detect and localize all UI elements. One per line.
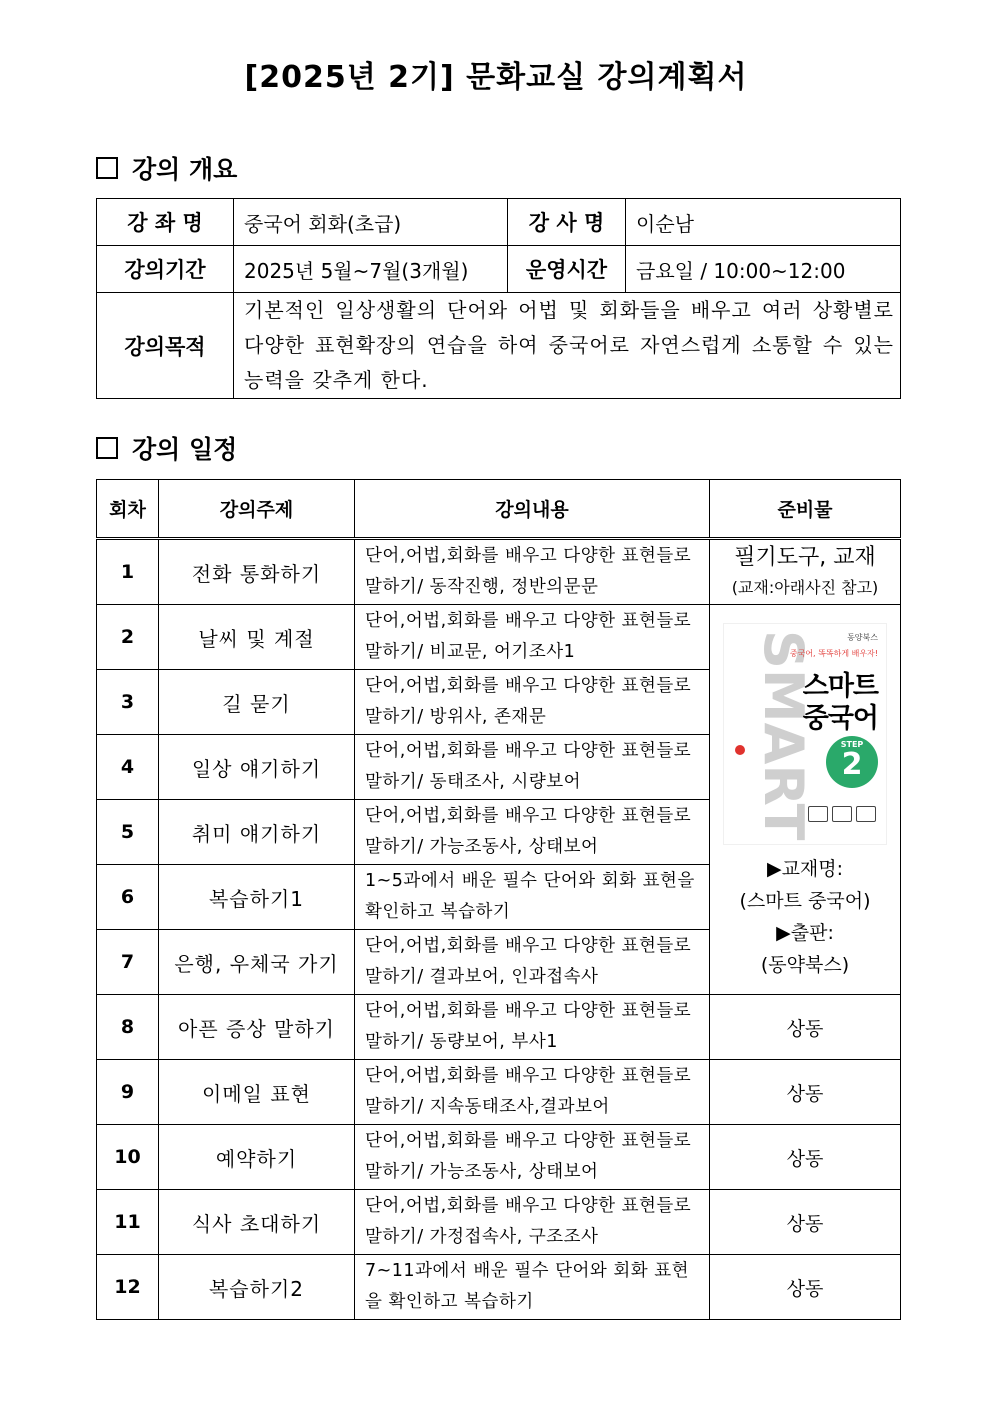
row-content: 단어,어법,회화를 배우고 다양한 표현들로 말하기/ 가능조동사, 상태보어 [355, 800, 710, 865]
row-number: 7 [97, 930, 159, 995]
row-topic: 일상 얘기하기 [159, 735, 355, 800]
book-feature-icon [808, 806, 828, 822]
row-content: 단어,어법,회화를 배우고 다양한 표현들로 말하기/ 가능조동사, 상태보어 [355, 1125, 710, 1190]
row-content: 7~11과에서 배운 필수 단어와 회화 표현을 확인하고 복습하기 [355, 1255, 710, 1320]
book-feature-icon [832, 806, 852, 822]
instructor-label: 강 사 명 [508, 199, 626, 246]
svg-text:SMART: SMART [752, 630, 815, 841]
row-prep: 상동 [710, 1125, 901, 1190]
row-content: 단어,어법,회화를 배우고 다양한 표현들로 말하기/ 동태조사, 시량보어 [355, 735, 710, 800]
row-number: 1 [97, 539, 159, 605]
row-number: 10 [97, 1125, 159, 1190]
book-icons [808, 806, 880, 826]
table-row [97, 1060, 901, 1125]
book-name-label: ▶교재명: [766, 858, 844, 880]
row-number: 9 [97, 1060, 159, 1125]
row-content: 단어,어법,회화를 배우고 다양한 표현들로 말하기/ 지속동태조사,결과보어 [355, 1060, 710, 1125]
instructor-value: 이순남 [626, 199, 901, 246]
goal-label: 강의목적 [97, 293, 234, 399]
row-topic: 이메일 표현 [159, 1060, 355, 1125]
row-number: 11 [97, 1190, 159, 1255]
row-topic: 전화 통화하기 [159, 539, 355, 605]
prep-sub: (교재:아래사진 참고) [731, 578, 879, 597]
step-label: STEP [840, 740, 864, 749]
course-label: 강 좌 명 [97, 199, 234, 246]
prep-main: 필기도구, 교재 [734, 545, 876, 570]
row-content: 1~5과에서 배운 필수 단어와 회화 표현을 확인하고 복습하기 [355, 865, 710, 930]
textbook-cover-image [723, 623, 887, 845]
section-title: 강의 개요 [132, 155, 238, 184]
book-step-badge [826, 736, 878, 788]
schedule-table [96, 479, 901, 1320]
publisher-label: ▶출판: [776, 922, 834, 944]
row-prep: 상동 [710, 995, 901, 1060]
row-topic: 복습하기1 [159, 865, 355, 930]
table-row [97, 1255, 901, 1320]
row-number: 3 [97, 670, 159, 735]
row-content: 단어,어법,회화를 배우고 다양한 표현들로 말하기/ 방위사, 존재문 [355, 670, 710, 735]
header-topic: 강의주제 [159, 480, 355, 539]
row-content: 단어,어법,회화를 배우고 다양한 표현들로 말하기/ 동량보어, 부사1 [355, 995, 710, 1060]
row-topic: 취미 얘기하기 [159, 800, 355, 865]
course-value: 중국어 회화(초급) [234, 199, 508, 246]
section-heading-overview [96, 150, 237, 186]
table-row [97, 1125, 901, 1190]
book-publisher: 동양북스 [847, 633, 878, 642]
overview-table [96, 198, 901, 399]
row-content: 단어,어법,회화를 배우고 다양한 표현들로 말하기/ 가정접속사, 구조조사 [355, 1190, 710, 1255]
book-title-line2: 중국어 [802, 703, 878, 734]
header-round: 회차 [97, 480, 159, 539]
book-title-line1: 스마트 [802, 671, 878, 702]
table-row [97, 995, 901, 1060]
row-content: 단어,어법,회화를 배우고 다양한 표현들로 말하기/ 비교문, 어기조사1 [355, 605, 710, 670]
row-content: 단어,어법,회화를 배우고 다양한 표현들로 말하기/ 결과보어, 인과접속사 [355, 930, 710, 995]
row-number: 2 [97, 605, 159, 670]
goal-value: 기본적인 일상생활의 단어와 어법 및 회화들을 배우고 여러 상황별로 다양한 표현확장의 연습을 하여 중국어로 자연스럽게 소통할 수 있는 능력을 갖추게 한다. [234, 293, 901, 399]
section-title: 강의 일정 [132, 435, 238, 464]
textbook-info [710, 853, 900, 981]
row-topic: 복습하기2 [159, 1255, 355, 1320]
row-number: 5 [97, 800, 159, 865]
header-content: 강의내용 [355, 480, 710, 539]
period-value: 2025년 5월~7월(3개월) [234, 246, 508, 293]
row-content: 단어,어법,회화를 배우고 다양한 표현들로 말하기/ 동작진행, 정반의문문 [355, 539, 710, 605]
table-row [97, 1190, 901, 1255]
page-title: [2025년 2기] 문화교실 강의계획서 [244, 60, 748, 95]
step-number: 2 [841, 747, 863, 782]
row-topic: 은행, 우체국 가기 [159, 930, 355, 995]
period-label: 강의기간 [97, 246, 234, 293]
row-prep [710, 539, 901, 605]
row-topic: 날씨 및 계절 [159, 605, 355, 670]
book-name-value: (스마트 중국어) [739, 890, 871, 912]
time-label: 운영시간 [508, 246, 626, 293]
row-number: 8 [97, 995, 159, 1060]
row-number: 12 [97, 1255, 159, 1320]
book-subtitle: 중국어, 똑똑하게 배우자! [789, 649, 878, 658]
table-row [97, 539, 901, 605]
row-prep: 상동 [710, 1255, 901, 1320]
row-number: 4 [97, 735, 159, 800]
row-topic: 길 묻기 [159, 670, 355, 735]
publisher-value: (동약북스) [760, 954, 850, 976]
row-topic: 아픈 증상 말하기 [159, 995, 355, 1060]
row-prep: 상동 [710, 1060, 901, 1125]
row-prep: 상동 [710, 1190, 901, 1255]
row-topic: 식사 초대하기 [159, 1190, 355, 1255]
smart-spine-graphic [728, 630, 815, 841]
section-heading-schedule [96, 430, 237, 466]
table-row [97, 605, 901, 670]
time-value: 금요일 / 10:00~12:00 [626, 246, 901, 293]
qr-code-icon [856, 806, 876, 822]
textbook-cell [710, 605, 901, 995]
row-number: 6 [97, 865, 159, 930]
row-topic: 예약하기 [159, 1125, 355, 1190]
header-prep: 준비물 [710, 480, 901, 539]
checkbox-square-icon [96, 157, 118, 179]
checkbox-square-icon [96, 437, 118, 459]
